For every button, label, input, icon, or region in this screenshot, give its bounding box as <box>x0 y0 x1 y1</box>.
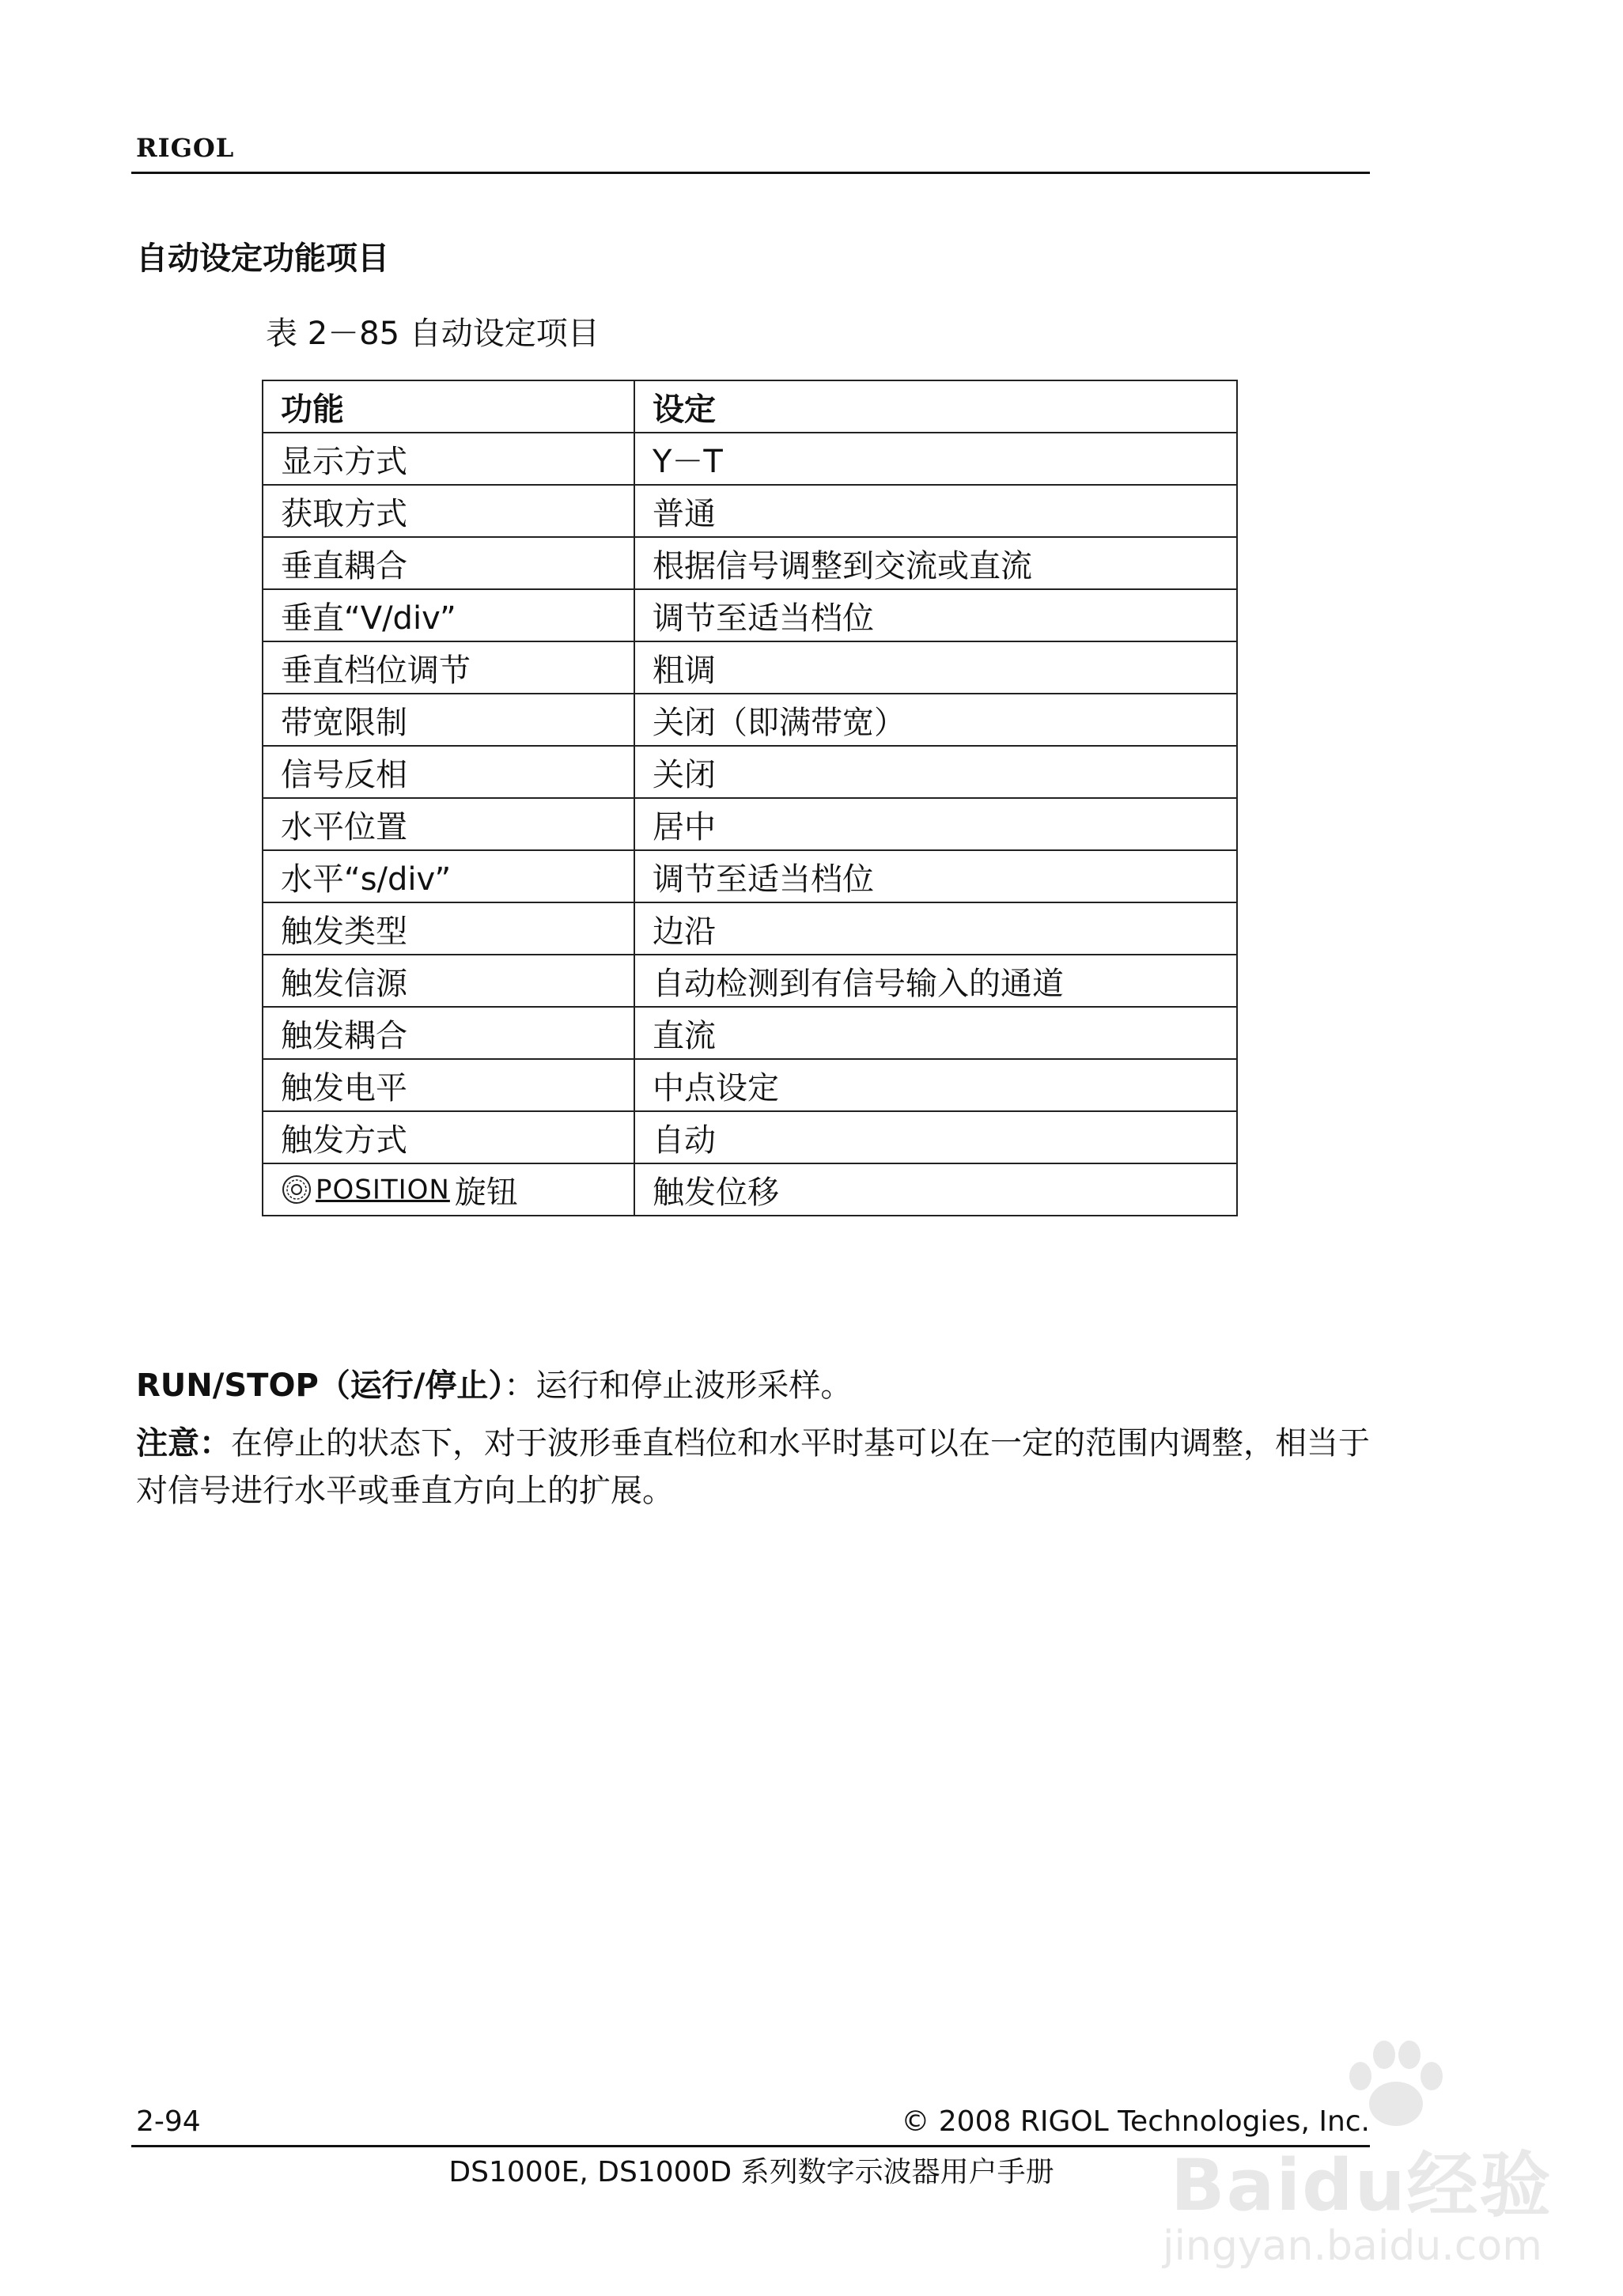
table-row <box>263 537 1237 589</box>
header-divider <box>131 172 1370 174</box>
table-row <box>263 694 1237 746</box>
function-cell: 垂直耦合 <box>263 537 634 589</box>
setting-cell: 关闭 <box>634 746 1237 798</box>
function-cell: 显示方式 <box>263 433 634 485</box>
table-row <box>263 589 1237 641</box>
table-row <box>263 641 1237 694</box>
note-label: 注意： <box>136 1425 231 1462</box>
autoset-table <box>262 380 1238 1216</box>
setting-cell: 中点设定 <box>634 1059 1237 1111</box>
position-knob-icon <box>281 1174 312 1205</box>
baidu-watermark <box>1139 2033 1582 2270</box>
table-row <box>263 850 1237 902</box>
table-row <box>263 955 1237 1007</box>
knob-suffix: 旋钮 <box>454 1174 518 1211</box>
table-row <box>263 1007 1237 1059</box>
function-cell: 带宽限制 <box>263 694 634 746</box>
header-brand: RIGOL <box>136 133 235 163</box>
section-title: 自动设定功能项目 <box>136 240 389 277</box>
table-caption: 表 2－85 自动设定项目 <box>266 316 600 352</box>
table-row <box>263 485 1237 537</box>
run-stop-label: RUN/STOP <box>136 1367 319 1404</box>
run-stop-paren: （运行/停止） <box>318 1367 505 1404</box>
table-row <box>263 433 1237 485</box>
copyright: © 2008 RIGOL Technologies, Inc. <box>901 2105 1370 2138</box>
setting-cell: 自动检测到有信号输入的通道 <box>634 955 1237 1007</box>
column-header-function: 功能 <box>263 380 634 433</box>
setting-cell: 调节至适当档位 <box>634 589 1237 641</box>
paw-icon <box>1337 2033 1455 2135</box>
watermark-brand: Baidu经验 <box>1171 2144 1553 2227</box>
function-cell: 获取方式 <box>263 485 634 537</box>
column-header-setting: 设定 <box>634 380 1237 433</box>
setting-cell: 关闭（即满带宽） <box>634 694 1237 746</box>
function-cell: 信号反相 <box>263 746 634 798</box>
setting-cell: 普通 <box>634 485 1237 537</box>
function-cell: 垂直档位调节 <box>263 641 634 694</box>
setting-cell: Y－T <box>634 433 1237 485</box>
setting-cell: 自动 <box>634 1111 1237 1163</box>
setting-cell: 粗调 <box>634 641 1237 694</box>
watermark-url: jingyan.baidu.com <box>1163 2222 1542 2270</box>
setting-cell: 调节至适当档位 <box>634 850 1237 902</box>
setting-cell: 根据信号调整到交流或直流 <box>634 537 1237 589</box>
manual-title: DS1000E, DS1000D 系列数字示波器用户手册 <box>448 2156 1054 2188</box>
function-cell <box>263 1163 634 1216</box>
table-row <box>263 798 1237 850</box>
run-stop-text: ：运行和停止波形采样。 <box>504 1367 853 1404</box>
run-stop-description <box>136 1360 852 1405</box>
function-cell: 触发方式 <box>263 1111 634 1163</box>
table-row <box>263 1111 1237 1163</box>
table-row-position-knob <box>263 1163 1237 1216</box>
setting-cell: 直流 <box>634 1007 1237 1059</box>
setting-cell: 边沿 <box>634 902 1237 955</box>
table-row <box>263 1059 1237 1111</box>
function-cell: 水平位置 <box>263 798 634 850</box>
function-cell: 触发电平 <box>263 1059 634 1111</box>
note-paragraph <box>136 1420 1378 1515</box>
function-cell: 水平“s/div” <box>263 850 634 902</box>
setting-cell: 居中 <box>634 798 1237 850</box>
table-row <box>263 902 1237 955</box>
note-text: 在停止的状态下，对于波形垂直档位和水平时基可以在一定的范围内调整，相当于对信号进行水平或垂直方向上的扩展。 <box>136 1425 1370 1509</box>
function-cell: 触发信源 <box>263 955 634 1007</box>
function-cell: 触发耦合 <box>263 1007 634 1059</box>
function-cell: 垂直“V/div” <box>263 589 634 641</box>
table-row <box>263 746 1237 798</box>
position-knob-label: POSITION <box>316 1174 450 1205</box>
table-header-row <box>263 380 1237 433</box>
page-number: 2-94 <box>136 2105 201 2138</box>
setting-cell: 触发位移 <box>634 1163 1237 1216</box>
function-cell: 触发类型 <box>263 902 634 955</box>
